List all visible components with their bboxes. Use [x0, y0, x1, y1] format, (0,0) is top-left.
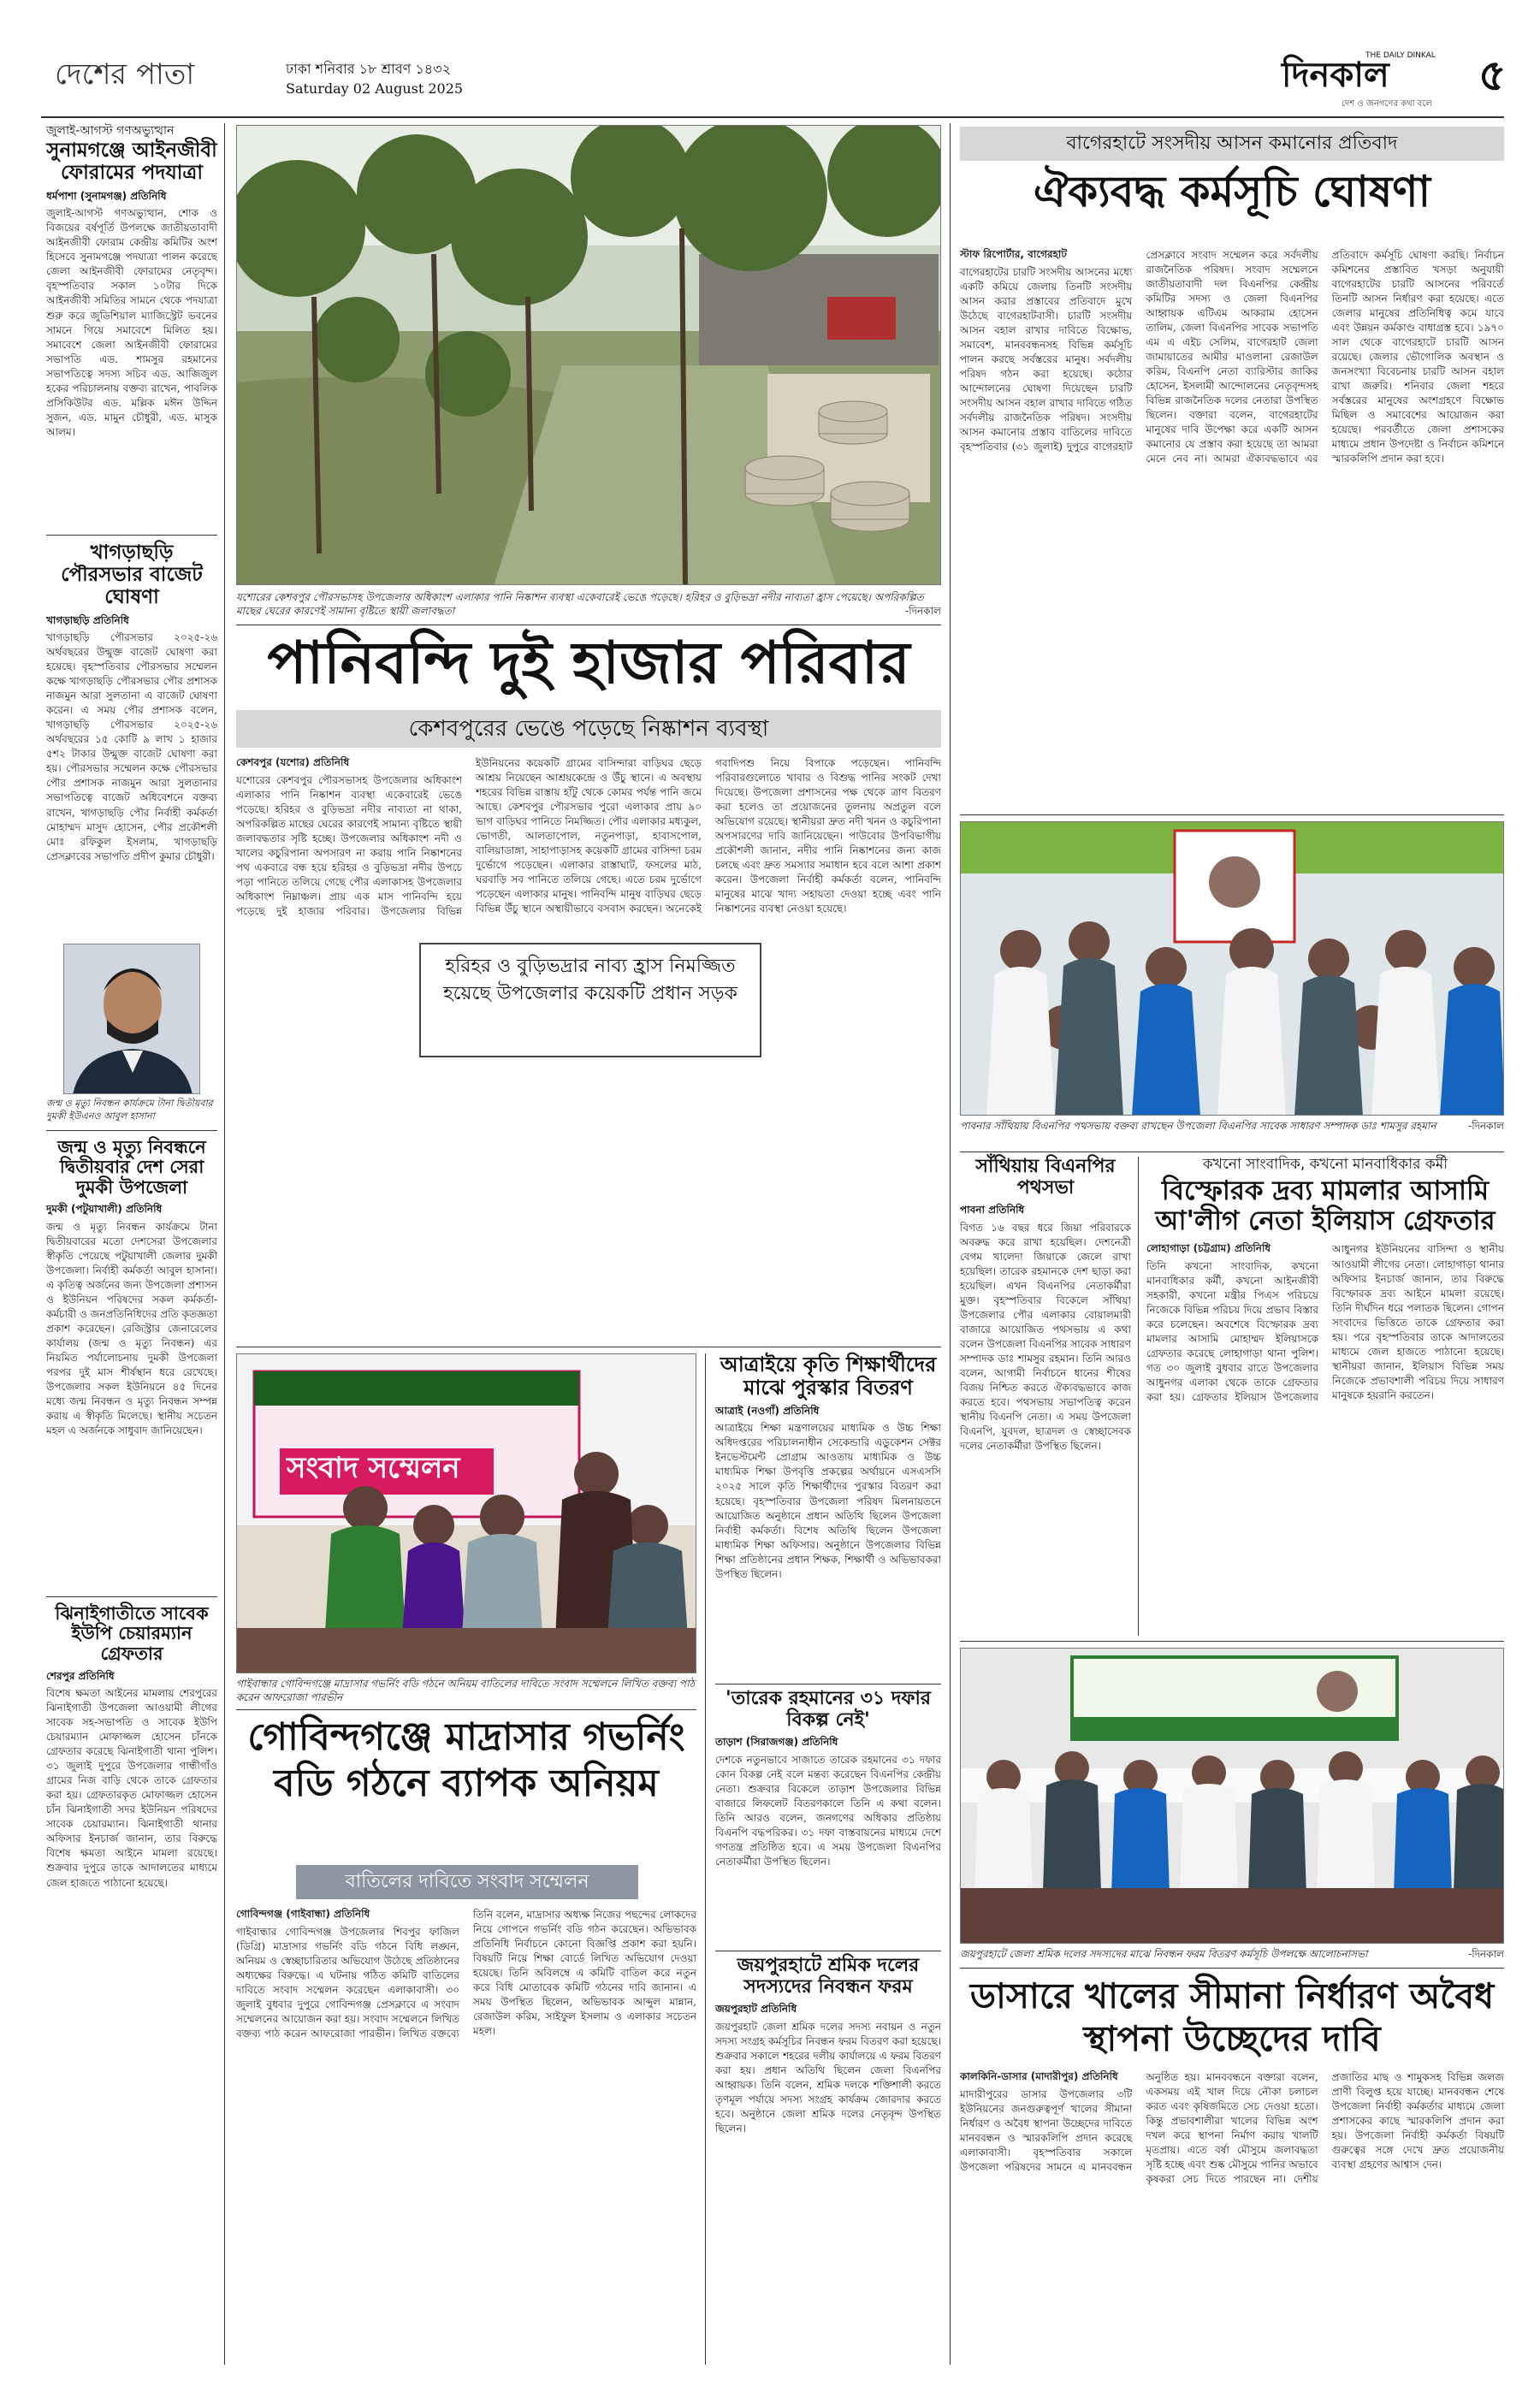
caption-text: যশোরের কেশবপুর পৌরসভাসহ উপজেলার অধিকাংশ এলাকার পানি নিষ্কাশন ব্যবস্থা একেবারেই ভেঙে পড়েছে। হরিহর ও বুড়িভদ্রা নদীর নাব্যতা হ্রাস পেয়েছে। অপরিকল্পিত মাছের ঘেরের কারণেই সামান্য বৃষ্টিতে স্থায়ী জলাবদ্ধতা [236, 591, 924, 618]
headline: জয়পুরহাটে শ্রমিক দলের সদস্যদের নিবন্ধন ফরম [737, 1955, 920, 1998]
article-body: বিগত ১৬ বছর ধরে জিয়া পরিবারকে অবরুদ্ধ করে রাখা হয়েছিল। দেশনেত্রী বেগম খালেদা জিয়াকে জেলে রাখা হয়েছিল। তারেক রহমানকে দেশ ছাড়া করা হয়েছিল। এখন বিএনপির নেতাকর্মীরা মুক্ত। বৃহস্পতিবার বিকেলে সাঁথিয়া উপজেলার পৌর এলাকার বোয়ালমারী বাজারে আয়োজিত পথসভায় এ কথা বলেন উপজেলা বিএনপির সাবেক সাধারণ সম্পাদক ডাঃ শামসুর রহমান। তিনি আরও বলেন, আগামী নির্বাচনে ধানের শীষের বিজয় নিশ্চিত করতে ঐক্যবদ্ধভাবে কাজ করতে হবে। পথসভায় সভাপতিত্ব করেন স্থানীয় বিএনপি নেতা। এ সময় উপজেলা বিএনপি, যুবদল, ছাত্রদল ও স্বেচ্ছাসেবক দলের নেতাকর্মীরা উপস্থিত ছিলেন। [960, 1221, 1131, 1453]
bagerhat-kicker-band [960, 127, 1504, 161]
article-body: বিশেষ ক্ষমতা আইনের মামলায় শেরপুরের ঝিনাইগাতী উপজেলা আওয়ামী লীগের সাবেক সহ-সভাপতি ও সাবেক ইউপি চেয়ারম্যান মোফাজ্জল হোসেন চাঁনকে গ্রেফতার করেছে ঝিনাইগাতী থানা পুলিশ। ৩১ জুলাই দুপুরে উপজেলার গান্ধীগাঁও গ্রামের নিজ বাড়ি থেকে তাকে গ্রেফতার করা হয়। গ্রেফতারকৃত মোফাজ্জল হোসেন চাঁন ঝিনাইগাতী সদর ইউনিয়ন পরিষদের সাবেক চেয়ারম্যান। ঝিনাইগাতী থানার অফিসার ইনচার্জ জানান, তার বিরুদ্ধে বিশেষ ক্ষমতা আইনে মামলা রয়েছে। শুক্রবার দুপুরে তাকে আদালতের মাধ্যমে জেল হাজতে পাঠানো হয়েছে। [46, 1687, 217, 1889]
article-text: তিনি কখনো সাংবাদিক, কখনো মানবাধিকার কর্মী, কখনো আইনজীবী সহকারী, কখনো মন্ত্রীর পিএস পরিচয়ে নিজেকে বিভিন্ন পরিচয় দিয়ে প্রভাব বিস্তার করে চলেছেন। অবশেষে বিস্ফোরক দ্রব্য মামলার আসামি মোহাম্মদ ইলিয়াসকে গ্রেফতার করেছে লোহাগাড়া থানা পুলিশ। গত ৩০ জুলাই বুধবার রাতে উপজেলার আধুনগর এলাকা থেকে তাকে গ্রেফতার করা হয়। গ্রেফতার ইলিয়াস উপজেলার আধুনগর ইউনিয়নের বাসিন্দা ও স্থানীয় আওয়ামী লীগের নেতা। লোহাগাড়া থানার অফিসার ইনচার্জ জানান, তার বিরুদ্ধে বিস্ফোরক দ্রব্য আইনে মামলা রয়েছে। তিনি দীর্ঘদিন ধরে পলাতক ছিলেন। গোপন সংবাদের ভিত্তিতে তাকে গ্রেফতার করা হয়। পরে বৃহস্পতিবার তাকে আদালতের মাধ্যমে জেল হাজতে পাঠানো হয়েছে। স্থানীয়রা জানান, ইলিয়াস বিভিন্ন সময় নিজেকে প্রভাবশালী পরিচয় দিয়ে সাধারণ মানুষকে হয়রানি করতেন। [1146, 1243, 1504, 1404]
tagline: দেশ ও জনগণের কথা বলে [1342, 99, 1432, 109]
column-rule [705, 1353, 706, 2365]
caption-text: জয়পুরহাটে জেলা শ্রমিক দলের সদস্যদের মাঝে নিবন্ধন ফরম বিতরণ কর্মসূচি উপলক্ষে আলোচনাসভা [960, 1948, 1368, 1960]
photo-credit: -দিনকাল [1468, 1948, 1504, 1960]
article-text: মাদারীপুরের ডাসার উপজেলার ৩টি ইউনিয়নের জনগুরুত্বপূর্ণ খালের সীমানা নির্ধারণ ও অবৈধ স্থাপনা উচ্ছেদের দাবিতে মানববন্ধন ও স্মারকলিপি প্রদান করেছে এলাকাবাসী। বৃহস্পতিবার সকালে উপজেলা পরিষদের সামনে এ মানববন্ধন অনুষ্ঠিত হয়। মানববন্ধনে বক্তারা বলেন, একসময় এই খাল দিয়ে নৌকা চলাচল করত এবং কৃষিজমিতে সেচ দেওয়া হতো। কিন্তু প্রভাবশালীরা খালের বিভিন্ন অংশ দখল করে স্থাপনা নির্মাণ করায় খালটি মৃতপ্রায়। এতে বর্ষা মৌসুমে জলাবদ্ধতা সৃষ্টি হচ্ছে এবং শুষ্ক মৌসুমে পানির অভাবে কৃষকরা সেচ দিতে পারছেন না। দেশীয় প্রজাতির মাছ ও শামুকসহ বিভিন্ন জলজ প্রাণী বিলুপ্ত হয়ে যাচ্ছে। মানববন্ধন শেষে উপজেলা নির্বাহী কর্মকর্তার মাধ্যমে জেলা প্রশাসকের কাছে স্মারকলিপি প্রদান করা হয়। উপজেলা নির্বাহী কর্মকর্তা বিষয়টি গুরুত্বের সঙ্গে দেখে দ্রুত প্রয়োজনীয় ব্যবস্থা গ্রহণের আশ্বাস দেন। [960, 2071, 1504, 2186]
headline: ঝিনাইগাতীতে সাবেক ইউপি চেয়ারম্যান গ্রেফতার [55, 1602, 209, 1664]
article-body: জন্ম ও মৃত্যু নিবন্ধন কার্যক্রমে টানা দ্বিতীয়বারের মতো দেশসেরা উপজেলার স্বীকৃতি পেয়েছে পটুয়াখালী জেলার দুমকী উপজেলা। নির্বাহী কর্মকর্তা আবুল হাসানা। এ কৃতিত্ব অর্জনের জন্য উপজেলা প্রশাসন ও ইউনিয়ন পরিষদের সকল কর্মকর্তা-কর্মচারী ও জনপ্রতিনিধিদের প্রতি কৃতজ্ঞতা প্রকাশ করেছেন। রেজিস্ট্রার জেনারেলের কার্যালয় (জন্ম ও মৃত্যু নিবন্ধন) এর নিয়মিত পর্যালোচনায় দুমকী উপজেলা পরপর দুই মাস শীর্ষস্থান ধরে রেখেছে। উপজেলার সকল ইউনিয়নে ৪৫ দিনের মধ্যে জন্ম নিবন্ধন ও মৃত্যু নিবন্ধন সম্পন্ন করায় এ স্বীকৃতি মিলেছে। স্থানীয় সচেতন মহল এ অর্জনকে সাধুবাদ জানিয়েছেন। [46, 1220, 217, 1437]
meeting-photo [960, 1648, 1504, 1944]
rally-photo [960, 821, 1504, 1116]
article-body [960, 248, 1504, 809]
logo-small: THE DAILY DINKAL [1365, 51, 1436, 60]
header-rule [41, 116, 1504, 118]
photo-caption [960, 1119, 1504, 1148]
pull-quote-text: হরিহর ও বুড়িভদ্রার নাব্য হ্রাস নিমজ্জিত হয়েছে উপজেলার কয়েকটি প্রধান সড়ক [443, 956, 737, 1004]
byline: কালকিনি-ডাসার (মাদারীপুর) প্রতিনিধি [960, 2070, 1118, 2082]
banner-text: সংবাদ সম্মেলন [287, 1451, 460, 1485]
press-conference-photo [236, 1353, 696, 1673]
article-body: খাগড়াছড়ি পৌরসভার ২০২৫-২৬ অর্থবছরের উন্মুক্ত বাজেট ঘোষণা করা হয়েছে। বৃহস্পতিবার পৌরসভার সম্মেলন কক্ষে খাগড়াছড়ি পৌরসভার পৌর প্রশাসক নাজমুন আরা সুলতানা এ বাজেট ঘোষণা করেন। এ সময় পৌর প্রশাসক বলেন, খাগড়াছড়ি পৌরসভার ২০২৫-২৬ অর্থবছরের ১৫ কোটি ৯ লাখ ১ হাজার ৫শ২ টাকার উন্মুক্ত বাজেট ঘোষণা করা হয়। পৌরসভার সম্মেলন কক্ষে পৌরসভার পৌর প্রশাসক নাজমুন আরা সুলতানার সভাপতিত্বে বাজেট অধিবেশনে বক্তব্য রাখেন, খাগড়াছড়ি পৌর নির্বাহী কর্মকর্তা মোহাম্মদ মাসুদ হোসেন, পৌর প্রকৌশলী মোঃ রফিকুল ইসলাম, খাগড়াছড়ি প্রেসক্লাবের সভাপতি প্রদীপ কুমার চৌধুরী। [46, 631, 217, 862]
byline: গোবিন্দগঞ্জ (গাইবান্ধা) প্রতিনিধি [236, 1908, 370, 1920]
flood-scene-image [237, 126, 941, 585]
photo-credit: -দিনকাল [1468, 1120, 1504, 1132]
joypur-article [715, 1956, 941, 2365]
kicker: জুলাই-আগস্ট গণঅভ্যুত্থান [46, 124, 175, 138]
flood-photo [236, 125, 941, 585]
kicker: কখনো সাংবাদিক, কখনো মানবাধিকার কর্মী [1202, 1156, 1448, 1173]
tarek-article [715, 1689, 941, 1945]
headline: আত্রাইয়ে কৃতি শিক্ষার্থীদের মাঝে পুরস্কার বিতরণ [720, 1353, 937, 1400]
byline: ধর্মপাশা (সুনামগঞ্জ) প্রতিনিধি [46, 189, 167, 202]
article-text: বাগেরহাটের চারটি সংসদীয় আসনের মধ্যে একটি কমিয়ে জেলায় তিনটি সংসদীয় আসন করার প্রস্তাবের প্রতিবাদে মুখে উঠেছে বাগেরহাটবাসী। চারটি সংসদীয় আসন বহাল রাখার দাবিতে বিক্ষোভ, সমাবেশ, মানববন্ধনসহ বিভিন্ন কর্মসূচি পালন করছে সর্বস্তরের মানুষ। সর্বদলীয় পরিষদ গঠন করা হয়েছে। কঠোর আন্দোলনের ঘোষণা দিয়েছেন চারটি সংসদীয় আসন বহাল রাখার দাবিতে গঠিত সর্বদলীয় রাজনৈতিক পরিষদ। সংসদীয় আসন কমানোর প্রস্তাব বাতিলের দাবিতে বৃহস্পতিবার (৩১ জুলাই) দুপুরে বাগেরহাট প্রেসক্লাবে সংবাদ সম্মেলন করে সর্বদলীয় রাজনৈতিক পরিষদ। সংবাদ সম্মেলনে জাতীয়তাবাদী দল বিএনপির কেন্দ্রীয় কমিটির সদস্য ও জেলা বিএনপির আহ্বায়ক এটিএম আকরাম হোসেন তালিম, জেলা বিএনপির সাবেক সভাপতি এম এ এইচ সেলিম, বাগেরহাট জেলা জামায়াতের আমীর মাওলানা রেজাউল করিম, বিএনপি নেতা ব্যারিস্টার জাকির হোসেন, ইসলামী আন্দোলনের নেতৃবৃন্দসহ বিভিন্ন রাজনৈতিক দলের নেতারা উপস্থিত ছিলেন। বক্তারা বলেন, বাগেরহাটের মানুষের দাবি উপেক্ষা করে একটি আসন কমানোর যে প্রস্তাব করা হয়েছে তা আমরা মেনে নেব না। আমরা ঐক্যবদ্ধভাবে এর প্রতিবাদে কর্মসূচি ঘোষণা করছি। নির্বাচন কমিশনের প্রস্তাবিত খসড়া অনুযায়ী বাগেরহাটের চারটি আসনের পরিবর্তে তিনটি আসন নির্ধারণ করা হয়েছে। এতে জেলার মানুষের প্রতিনিধিত্ব কমে যাবে এবং উন্নয়ন কর্মকাণ্ড বাধাগ্রস্ত হবে। ১৯৭০ সাল থেকে বাগেরহাটে চারটি আসন রয়েছে। জেলার ভৌগোলিক অবস্থান ও জনসংখ্যা বিবেচনায় চারটি আসন বহাল রাখা জরুরি। শনিবার জেলা শহরে সর্বস্তরের মানুষের অংশগ্রহণে বিক্ষোভ মিছিল ও সমাবেশের আয়োজন করা হয়েছে। পরবর্তীতে জেলা প্রশাসকের মাধ্যমে প্রধান উপদেষ্টা ও নির্বাচন কমিশনে স্মারকলিপি প্রদান করা হবে। [960, 249, 1504, 465]
column-rule [224, 123, 225, 2365]
ilias-article [1146, 1157, 1504, 1636]
meeting-image [961, 1649, 1504, 1944]
headline: সুনামগঞ্জে আইনজীবী ফোরামের পদযাত্রা [46, 139, 217, 184]
pull-quote [419, 943, 761, 1057]
article-body: জয়পুরহাট জেলা শ্রমিক দলের সদস্য নবায়ন ও নতুন সদস্য সংগ্রহ কর্মসূচির নিবন্ধন ফরম বিতরণ করা হয়েছে। শুক্রবার সকালে শহরের দলীয় কার্যালয়ে এ ফরম বিতরণ করা হয়। প্রধান অতিথি ছিলেন জেলা বিএনপির আহ্বায়ক। তিনি বলেন, শ্রমিক দলকে শক্তিশালী করতে তৃণমূল পর্যায়ে সদস্য সংগ্রহ কার্যক্রম জোরদার করতে হবে। অনুষ্ঠানে জেলা শ্রমিক দলের নেতৃবৃন্দ উপস্থিত ছিলেন। [715, 2020, 941, 2135]
santhia-article [960, 1157, 1131, 1636]
lead-headline: পানিবন্দি দুই হাজার পরিবার [267, 630, 910, 697]
headline: খাগড়াছড়ি পৌরসভার বাজেট ঘোষণা [61, 542, 203, 608]
byline: স্টাফ রিপোর্টার, বাগেরহাট [960, 248, 1067, 260]
byline: দুমকী (পটুয়াখালী) প্রতিনিধি [46, 1203, 163, 1216]
photo-caption: জন্ম ও মৃত্যু নিবন্ধন কার্যক্রমে টানা দ্বিতীয়বার দুমকী ইউএনও আবুল হাসানা [46, 1098, 213, 1122]
subheadline: বাতিলের দাবিতে সংবাদ সম্মেলন [345, 1871, 589, 1892]
article-body: দেশকে নতুনভাবে সাজাতে তারেক রহমানের ৩১ দফার কোন বিকল্প নেই বলে মন্তব্য করেছেন বিএনপির কেন্দ্রীয় নেতা। শুক্রবার বিকেলে তাড়াশ উপজেলার বিভিন্ন বাজারে লিফলেট বিতরণকালে তিনি এ কথা বলেন। তিনি আরও বলেন, জনগণের অধিকার প্রতিষ্ঠায় বিএনপি বদ্ধপরিকর। ৩১ দফা বাস্তবায়নের মাধ্যমে দেশে গণতন্ত্র প্রতিষ্ঠিত হবে। এ সময় উপজেলা বিএনপির নেতাকর্মীরা উপস্থিত ছিলেন। [715, 1753, 941, 1868]
date-english: Saturday 02 August 2025 [286, 80, 464, 97]
headline: 'তারেক রহমানের ৩১ দফার বিকল্প নেই' [726, 1688, 931, 1731]
lead-subheadline: কেশবপুরের ভেঙে পড়েছে নিষ্কাশন ব্যবস্থা [408, 716, 769, 742]
byline: খাগড়াছড়ি প্রতিনিধি [46, 613, 129, 626]
left-column [46, 123, 217, 2365]
headline: বিস্ফোরক দ্রব্য মামলার আসামি আ'লীগ নেতা ইলিয়াস গ্রেফতার [1155, 1175, 1496, 1236]
headline: সাঁথিয়ায় বিএনপির পথসভা [975, 1156, 1116, 1199]
subheadline-band [296, 1865, 638, 1899]
column-rule [950, 123, 951, 2365]
article-body: জুলাই-আগস্ট গণঅভ্যুত্থান, শোক ও বিজয়ের বর্ষপূর্তি উপলক্ষে জাতীয়তাবাদী আইনজীবী ফোরাম কেন্দ্রীয় কমিটির অংশ হিসেবে সুনামগঞ্জে পদযাত্রা পালন করেছে জেলা আইনজীবী ফোরামের নেতৃবৃন্দ। বৃহস্পতিবার সকাল ১০টার দিকে আইনজীবী সমিতির সামনে থেকে পদযাত্রা শুরু করে জুডিশিয়াল ম্যাজিস্ট্রেট ভবনের সামনে গিয়ে সমাবেশে মিলিত হয়। সমাবেশে জেলা আইনজীবী ফোরামের সভাপতি এড. শামসুর রহমানের সভাপতিত্বে সদস্য সচিব এড. আজিজুল হকের পরিচালনায় বক্তব্য রাখেন, পাবলিক প্রসিকিউটর এড. মল্লিক মঈন উদ্দিন সুজন, এড. মামুন চৌধুরী, এড. মাসুক আলম। [46, 207, 217, 438]
divider [46, 1130, 217, 1131]
kicker: বাগেরহাটে সংসদীয় আসন কমানোর প্রতিবাদ [1066, 133, 1398, 154]
column-rule [1138, 1157, 1139, 1636]
photo-caption [960, 1947, 1504, 1964]
date-bangla: ঢাকা শনিবার ১৮ শ্রাবণ ১৪৩২ [286, 61, 451, 77]
headline: জন্ম ও মৃত্যু নিবন্ধনে দ্বিতীয়বার দেশ সেরা দুমকী উপজেলা [57, 1136, 206, 1198]
article-body [1146, 1242, 1504, 1581]
masthead [41, 50, 1507, 111]
headline: ডাসারে খালের সীমানা নির্ধারণ অবৈধ স্থাপনা উচ্ছেদের দাবি [969, 1975, 1495, 2060]
portrait-photo [63, 944, 200, 1094]
lead-subheadline-band [236, 710, 941, 748]
photo-caption [236, 590, 941, 621]
byline: জয়পুরহাট প্রতিনিধি [715, 2003, 797, 2016]
photo-credit: -দিনকাল [905, 605, 941, 618]
byline: আত্রাই (নওগাঁ) প্রতিনিধি [715, 1404, 820, 1417]
divider [46, 535, 217, 536]
section-title: দেশের পাতা [55, 57, 195, 92]
byline: লোহাগাড়া (চট্টগ্রাম) প্রতিনিধি [1146, 1242, 1271, 1255]
divider [46, 1596, 217, 1597]
person-icon [64, 944, 200, 1094]
newspaper-logo: দিনকাল [1282, 56, 1389, 95]
divider [960, 1641, 1504, 1642]
article-text: যশোরের কেশবপুর পৌরসভাসহ উপজেলার অধিকাংশ এলাকার পানি নিষ্কাশন ব্যবস্থা একেবারেই ভেঙে পড়েছে। হরিহর ও বুড়িভদ্রা নদীর নাব্যতা না থাকা, অপরিকল্পিত মাছের ঘেরের কারণেই সামান্য বৃষ্টিতে স্থায়ী জলাবদ্ধতার সৃষ্টি হচ্ছে। উপজেলার অধিকাংশ নদী ও খালের কচুরিপানা অপসারণ না করায় পানি নিষ্কাশনের পথ একবারে বন্ধ হয়ে হরিহর ও বুড়িভদ্রা নদীর উপচে পড়া পানিতে তলিয়ে গেছে পৌর এলাকাসহ উপজেলার অধিকাংশ নিম্নাঞ্চল। প্রায় এক মাস পানিবন্দি হয়ে পড়েছে দুই হাজার পরিবার। উপজেলার বিভিন্ন ইউনিয়নের কয়েকটি গ্রামের বাসিন্দারা বাড়িঘর ছেড়ে আশ্রয় নিয়েছেন আশ্রয়কেন্দ্রে ও উঁচু স্থানে। এ অবস্থায় শহরের বিভিন্ন রাস্তায় হাঁটু থেকে কোমর পর্যন্ত পানি জমে আছে। কেশবপুর পৌরসভার পুরো এলাকার প্রায় ৯০ ভাগ বাড়িঘর পানিতে নিমজ্জিত। পৌর এলাকার মধ্যকুল, ভোগতী, আলতাপোল, নতুনপাড়া, হাবাসপোল, বালিয়াডাঙ্গা, সাহাপাড়াসহ কয়েকটি গ্রামের বাসিন্দা চরম দুর্ভোগে পড়েছেন। এলাকার রাস্তাঘাট, ফসলের মাঠ, ঘরবাড়ি সব পানিতে তলিয়ে গেছে। এতে চরম দুর্ভোগে পড়েছেন এলাকার মানুষ। পানিবন্দি মানুষ বাড়িঘর ছেড়ে বিভিন্ন উঁচু স্থানে অস্থায়ীভাবে বসবাস করছেন। অনেকেই গবাদিপশু নিয়ে বিপাকে পড়েছেন। পানিবন্দি পরিবারগুলোতে খাবার ও বিশুদ্ধ পানির সংকট দেখা দিয়েছে। উপজেলা প্রশাসনের পক্ষ থেকে ত্রাণ বিতরণ করা হলেও তা প্রয়োজনের তুলনায় অপ্রতুল বলে অভিযোগ রয়েছে। স্থানীয়রা দ্রুত নদী খনন ও কচুরিপানা অপসারণের দাবি জানিয়েছেন। পাউবোর উপবিভাগীয় প্রকৌশলী জানান, নদীর পানি নিষ্কাশনের জন্য কাজ চলছে এবং দ্রুত সমস্যার সমাধান হবে বলে আশা প্রকাশ করেন। উপজেলা নির্বাহী কর্মকর্তা বলেন, পানিবন্দি মানুষের মাঝে খাদ্য সহায়তা দেওয়া হচ্ছে এবং পানি নিষ্কাশনের ব্যবস্থা নেওয়া হয়েছে। [236, 757, 941, 917]
press-conference-image [237, 1354, 696, 1673]
lead-story [236, 756, 941, 1338]
byline: শেরপুর প্রতিনিধি [46, 1669, 115, 1682]
article-body [236, 1908, 696, 2365]
atrai-article [715, 1353, 941, 1679]
byline: পাবনা প্রতিনিধি [960, 1204, 1025, 1217]
page-number: ৫ [1478, 50, 1507, 100]
divider [960, 1968, 1504, 1969]
divider [236, 1709, 696, 1710]
headline: গোবিন্দগঞ্জে মাদ্রাসার গভর্নিং বডি গঠনে ব্যাপক অনিয়ম [247, 1715, 685, 1805]
byline: তাড়াশ (সিরাজগঞ্জ) প্রতিনিধি [715, 1736, 838, 1749]
byline: কেশবপুর (যশোর) প্রতিনিধি [236, 756, 350, 768]
divider [960, 814, 1504, 815]
article-body: আত্রাইয়ে শিক্ষা মন্ত্রণালয়ের মাধ্যমিক ও উচ্চ শিক্ষা অধিদপ্তরের পরিচালনাধীন সেকেন্ডারি এডুকেশন সেক্টর ইনভেস্টমেন্ট প্রোগ্রাম আওতায় মাধ্যমিক ও উচ্চ মাধ্যমিক শিক্ষা উপবৃত্তি প্রকল্পের অর্থায়নে এসএসসি ২০২৫ সালে কৃতি শিক্ষার্থীদের পুরস্কার বিতরণ করা হয়েছে। বৃহস্পতিবার উপজেলা পরিষদ মিলনায়তনে আয়োজিত অনুষ্ঠানে প্রধান অতিথি ছিলেন উপজেলা নির্বাহী কর্মকর্তা। বিশেষ অতিথি ছিলেন উপজেলা মাধ্যমিক শিক্ষা অফিসার। অনুষ্ঠানে উপজেলার বিভিন্ন শিক্ষা প্রতিষ্ঠানের প্রধান শিক্ষক, শিক্ষার্থী ও অভিভাবকরা উপস্থিত ছিলেন। [715, 1422, 941, 1580]
article-text: গাইবান্ধার গোবিন্দগঞ্জ উপজেলার শিবপুর ফাজিল (ডিগ্রি) মাদ্রাসার গভর্নিং বডি গঠনে বিধি লঙ্ঘন, অনিয়ম ও স্বেচ্ছাচারিতার অভিযোগ উঠেছে প্রতিষ্ঠানের অধ্যক্ষের বিরুদ্ধে। এ ঘটনায় গঠিত কমিটি বাতিলের দাবিতে সংবাদ সম্মেলন করেছেন এলাকাবাসী। ৩০ জুলাই বুধবার দুপুরে গোবিন্দগঞ্জ প্রেসক্লাবে এ সংবাদ সম্মেলনের আয়োজন করা হয়। সংবাদ সম্মেলনে লিখিত বক্তব্য পাঠ করেন আফরোজা পারভীন। লিখিত বক্তব্যে তিনি বলেন, মাদ্রাসার অধ্যক্ষ নিজের পছন্দের লোকদের নিয়ে গোপনে গভর্নিং বডি গঠন করেছেন। অভিভাবক প্রতিনিধি নির্বাচনে কোনো বিজ্ঞপ্তি প্রকাশ করা হয়নি। বিষয়টি নিয়ে শিক্ষা বোর্ডে লিখিত অভিযোগ দেওয়া হয়েছে। তিনি অবিলম্বে এ কমিটি বাতিল করে নতুন করে বিধি মোতাবেক কমিটি গঠনের দাবি জানান। এ সময় উপস্থিত ছিলেন, অভিভাবক আব্দুল মান্নান, রেজাউল করিম, সাইফুল ইসলাম ও এলাকার সচেতন মহল। [236, 1909, 696, 2040]
photo-caption: গাইবান্ধার গোবিন্দগঞ্জে মাদ্রাসার গভর্নিং বডি গঠনে অনিয়ম বাতিলের দাবিতে সংবাদ সম্মেলনে লিখিত বক্তব্য পাঠ করেন আফরোজা পারভীন [236, 1678, 695, 1704]
headline: ঐক্যবদ্ধ কর্মসূচি ঘোষণা [1033, 167, 1430, 216]
caption-text: পাবনার সাঁথিয়ায় বিএনপির পথসভায় বক্তব্য রাখছেন উপজেলা বিএনপির সাবেক সাধারণ সম্পাদক ডাঃ শামসুর রহমান [960, 1120, 1436, 1132]
rally-image [961, 822, 1504, 1116]
article-body [960, 2070, 1504, 2365]
